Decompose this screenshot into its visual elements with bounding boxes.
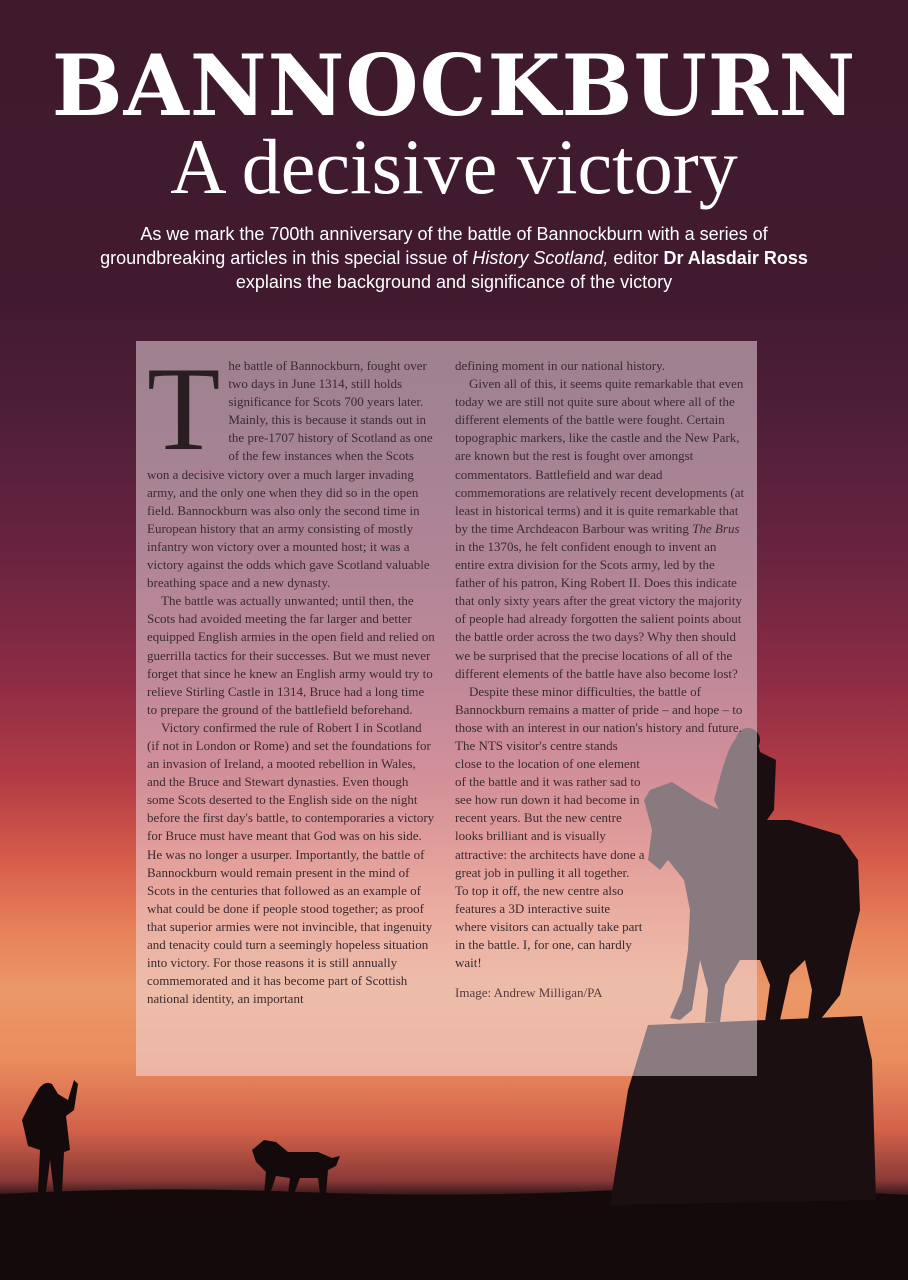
paragraph-5: Despite these minor difficulties, the battle of Bannockburn remains a matter of pride – and hope – to those with an interest in our nation's history and future. xyxy=(455,683,743,735)
intro-line-1: As we mark the 700th anniversary of the battle of Bannockburn with a series of xyxy=(140,224,768,244)
article-column-1 xyxy=(147,342,437,1008)
intro-publication: History Scotland, xyxy=(472,248,609,268)
intro-line-2b: editor xyxy=(608,248,664,268)
paragraph-2: The battle was actually unwanted; until then, the Scots had avoided meeting the far larger and better equipped English armies in the open field and relied on guerrilla tactics for their successes. But we must never forget that since he knew an English army would try to relieve Stirling Castle in 1314, Bruce had a long time to prepare the ground of the battlefield beforehand. xyxy=(147,593,435,717)
article-column-2 xyxy=(455,357,747,1002)
paragraph-4-text-b: in the 1370s, he felt confident enough to invent an entire extra division for the Scots army, led by the father of his patron, King Robert II. Does this indicate that only sixty years after the great victory the majority of people had already forgotten the salient points about the battle order across the two days? Why then should we be surprised that the precise locations of all of the different elements of the battle have also become lost? xyxy=(455,538,742,681)
paragraph-3-continued: defining moment in our national history. xyxy=(455,358,666,373)
intro-line-3: explains the background and significance of the victory xyxy=(235,272,673,292)
intro-author: Dr Alasdair Ross xyxy=(663,248,808,268)
paragraph-6: The NTS visitor's centre stands close to the location of one element of the battle and it was rather sad to see how run down it had become in recent years. But the new centre looks brilliant and is visually attractive: the architects have done a great job in pulling it all together. To top it off, the new centre also features a 3D interactive suite where visitors can actually take part in the battle. I, for one, can hardly wait! xyxy=(455,737,645,971)
drop-cap: T xyxy=(147,342,221,475)
photographer-silhouette xyxy=(22,1080,78,1192)
paragraph-1 xyxy=(147,342,437,592)
page-title: BANNOCKBURN xyxy=(51,36,857,135)
paragraph-1-text: he battle of Bannockburn, fought over two days in June 1314, still holds significance for Scots 700 years later. Mainly, this is because it stands out in the pre-1707 history of Scotland as one of the few instances when the Scots won a decisive victory over a much larger invading army, and the only one when they did so in the open field. Bannockburn was also only the second time in European history that an army consisting of mostly infantry won victory over a mounted host; it was a victory against the odds which gave Scotland valuable breathing space and a new dynasty. xyxy=(147,358,433,591)
paragraph-3: Victory confirmed the rule of Robert I in Scotland (if not in London or Rome) and set the foundations for an invasion of Ireland, a mooted rebellion in Wales, and the Bruce and Stewart dynasties. Even though some Scots deserted to the English side on the night before the first day's battle, to contemporaries a victory for Bruce must have meant that God was on his side. He was no longer a usurper. Importantly, the battle of Bannockburn would remain present in the mind of Scots in the centuries that followed as an example of what could be done if people stood together; as proof that superior armies were not invincible, that ingenuity and tenacity could turn a seemingly hopeless situation into victory. For those reasons it is still annually commemorated and it has become part of Scottish national identity, an important xyxy=(147,719,435,1007)
intro-line-2a: groundbreaking articles in this special issue of xyxy=(100,248,473,268)
paragraph-4 xyxy=(455,375,747,683)
ground-silhouette xyxy=(0,1189,908,1280)
page-subtitle: A decisive victory xyxy=(170,123,738,210)
book-title: The Brus xyxy=(692,520,740,536)
dog-silhouette xyxy=(252,1140,340,1194)
intro-standfirst xyxy=(40,222,868,294)
image-credit: Image: Andrew Milligan/PA xyxy=(455,985,603,1001)
paragraph-4-text-a: Given all of this, it seems quite remarkable that even today we are still not quite sure about where all of the different elements of the battle were fought. Certain topographic markers, like the castle and the New Park, are known but the rest is fought over amongst commentators. Battlefield and war dead commemorations are relatively recent developments (at least in historical terms) and it is quite remarkable that by the time Archdeacon Barbour was writing xyxy=(455,376,745,536)
